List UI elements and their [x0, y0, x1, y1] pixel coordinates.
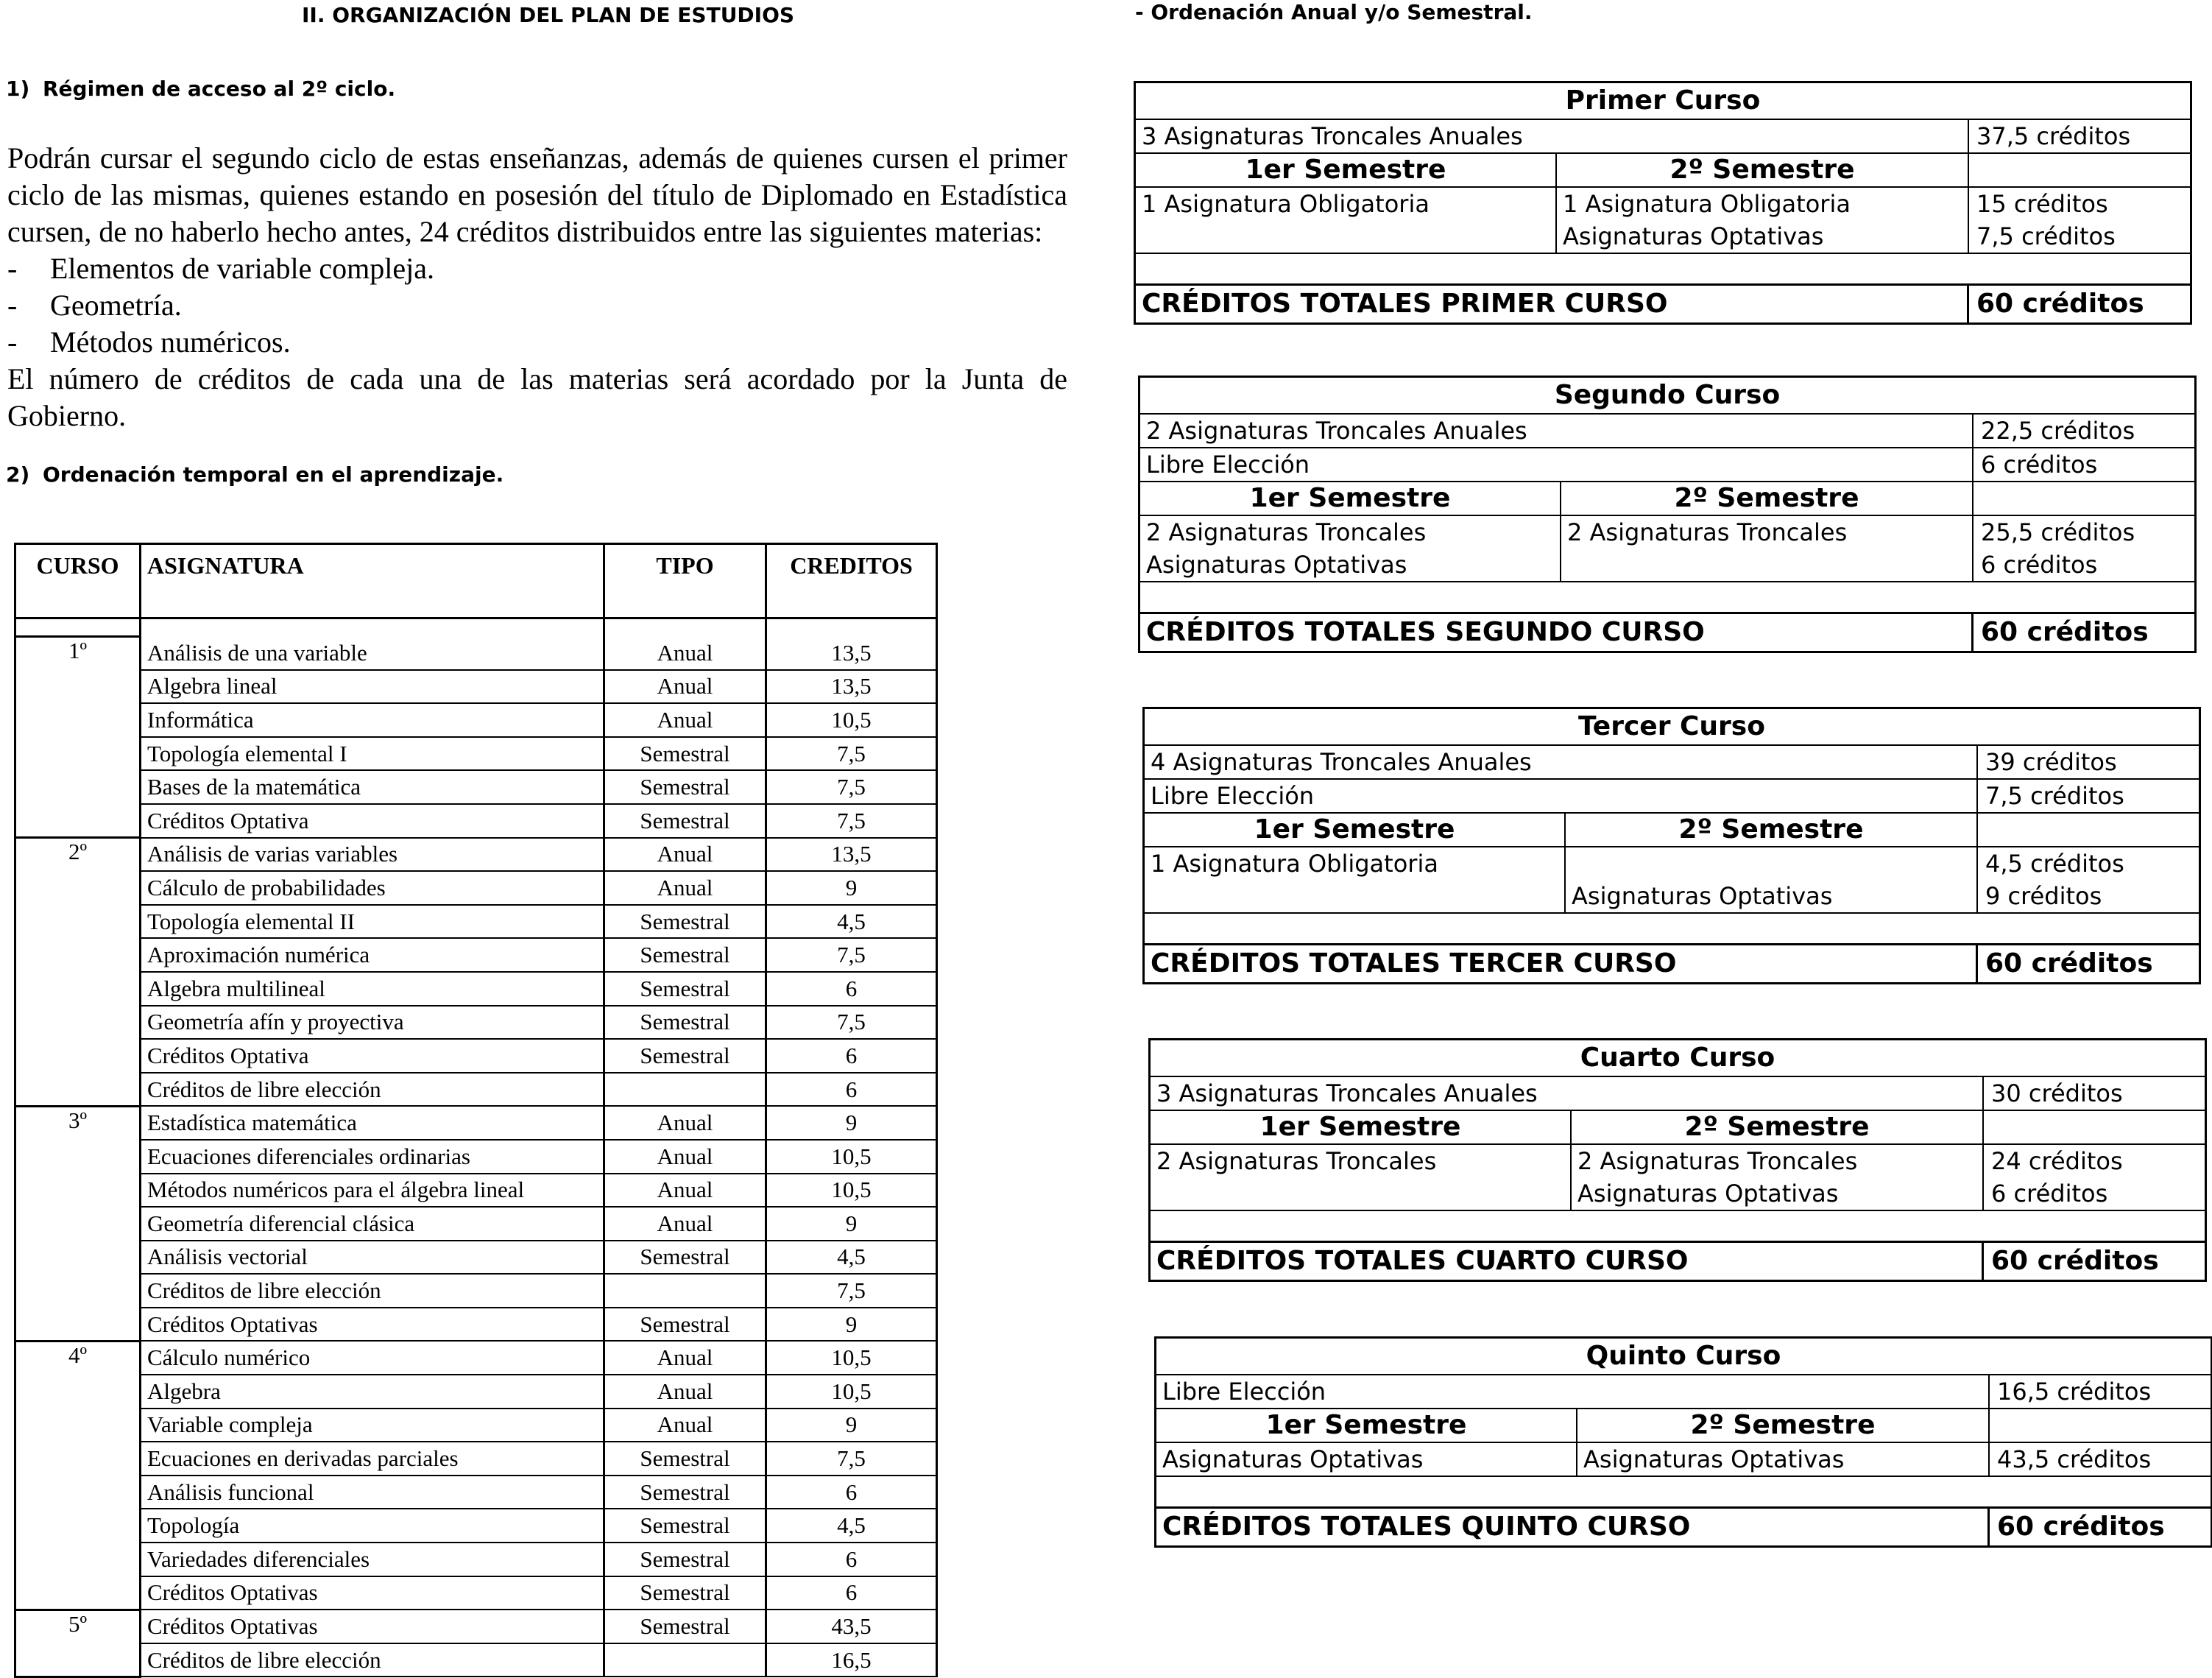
- cell-asignatura: Bases de la matemática: [141, 770, 604, 804]
- cell-asignatura: Créditos Optativa: [141, 1039, 604, 1073]
- cell-creditos: 13,5: [766, 670, 937, 704]
- annual-credits: 7,5 créditos: [1985, 782, 2124, 810]
- sem-credits: 24 créditos: [1991, 1147, 2123, 1175]
- sem1-item: [1156, 1177, 1564, 1210]
- sem2-item: Asignaturas Optativas: [1572, 882, 1833, 910]
- cell-curso: 5º: [15, 1610, 141, 1643]
- plan-table: [14, 543, 938, 1678]
- annual-credits: 37,5 créditos: [1976, 122, 2131, 150]
- cell-tipo: [604, 1073, 766, 1107]
- cell-curso: [15, 703, 141, 737]
- cell-tipo: Semestral: [604, 1543, 766, 1576]
- cell-creditos: 10,5: [766, 1375, 937, 1409]
- col-header-tipo: TIPO: [604, 544, 766, 618]
- total-credits: 60 créditos: [1976, 289, 2144, 319]
- table-row: [15, 1241, 937, 1275]
- table-row: [15, 1006, 937, 1040]
- course-title-row: [1136, 83, 2190, 119]
- annual-label: 3 Asignaturas Troncales Anuales: [1136, 120, 1969, 152]
- annual-row: [1145, 778, 2199, 812]
- cell-curso: [15, 972, 141, 1006]
- cell-asignatura: Ecuaciones diferenciales ordinarias: [141, 1140, 604, 1174]
- table-row: [15, 905, 937, 939]
- cell-creditos: 7,5: [766, 737, 937, 771]
- cell-curso: [15, 770, 141, 804]
- cell-tipo: Anual: [604, 1140, 766, 1174]
- total-label: CRÉDITOS TOTALES CUARTO CURSO: [1151, 1243, 1984, 1280]
- sem2-item: 1 Asignatura Obligatoria: [1563, 190, 1851, 218]
- table-row: [15, 938, 937, 972]
- course-title: Segundo Curso: [1554, 380, 1781, 410]
- blank-row: [1136, 253, 2190, 283]
- annual-row: [1151, 1076, 2205, 1110]
- cell-tipo: Semestral: [604, 804, 766, 838]
- table-row: [15, 1207, 937, 1241]
- cell-asignatura: Algebra multilineal: [141, 972, 604, 1006]
- sem2-item: 2 Asignaturas Troncales: [1567, 518, 1848, 546]
- total-label: CRÉDITOS TOTALES TERCER CURSO: [1145, 945, 1978, 982]
- table-row: [15, 1543, 937, 1576]
- table-row: [15, 1140, 937, 1174]
- semester-header-row: [1140, 481, 2194, 515]
- table-row: [15, 1576, 937, 1610]
- cell-creditos: 7,5: [766, 1442, 937, 1476]
- sem1-header: 1er Semestre: [1136, 154, 1557, 186]
- sem2-item: Asignaturas Optativas: [1583, 1445, 1845, 1473]
- cell-creditos: 7,5: [766, 804, 937, 838]
- total-credits: 60 créditos: [1985, 948, 2153, 979]
- cell-tipo: [604, 1274, 766, 1308]
- annual-credits: 6 créditos: [1981, 451, 2098, 479]
- sem2-item: 2 Asignaturas Troncales: [1577, 1147, 1858, 1175]
- cell-curso: [15, 1274, 141, 1308]
- blank-row: [1140, 581, 2194, 612]
- col-header-creditos: CREDITOS: [766, 544, 937, 618]
- annual-row: [1145, 744, 2199, 778]
- blank-row: [1151, 1210, 2205, 1241]
- cell-creditos: 9: [766, 871, 937, 905]
- cell-asignatura: Análisis de varias variables: [141, 838, 604, 872]
- cell-asignatura: Créditos Optativa: [141, 804, 604, 838]
- course-box: [1142, 707, 2201, 984]
- cell-asignatura: Análisis vectorial: [141, 1241, 604, 1275]
- cell-asignatura: Cálculo numérico: [141, 1341, 604, 1375]
- cell-tipo: Semestral: [604, 770, 766, 804]
- materias-list: [7, 250, 1067, 361]
- annual-credits: 30 créditos: [1991, 1079, 2123, 1107]
- cell-asignatura: Créditos Optativas: [141, 1308, 604, 1342]
- section-1-title: Régimen de acceso al 2º ciclo.: [43, 77, 396, 101]
- cell-creditos: 7,5: [766, 938, 937, 972]
- cell-curso: [15, 1543, 141, 1576]
- sem1-header: 1er Semestre: [1151, 1111, 1572, 1143]
- table-row: [15, 1476, 937, 1509]
- course-box: [1154, 1336, 2212, 1548]
- cell-asignatura: Créditos de libre elección: [141, 1274, 604, 1308]
- table-row: [15, 1073, 937, 1107]
- total-row: [1140, 612, 2194, 651]
- annual-credits: 39 créditos: [1985, 748, 2117, 776]
- cell-curso: [15, 1174, 141, 1208]
- cell-tipo: Anual: [604, 670, 766, 704]
- sem-credits: 4,5 créditos: [1985, 850, 2124, 878]
- cell-creditos: 9: [766, 1308, 937, 1342]
- cell-asignatura: Aproximación numérica: [141, 938, 604, 972]
- cell-creditos: 6: [766, 1476, 937, 1509]
- cell-asignatura: Análisis de una variable: [141, 637, 604, 670]
- sem2-item: Asignaturas Optativas: [1577, 1180, 1839, 1208]
- cell-curso: 2º: [15, 838, 141, 872]
- table-row: [15, 670, 937, 704]
- cell-tipo: Semestral: [604, 737, 766, 771]
- cell-asignatura: Créditos Optativas: [141, 1576, 604, 1610]
- cell-tipo: Semestral: [604, 1476, 766, 1509]
- cell-creditos: 6: [766, 1073, 937, 1107]
- cell-curso: [15, 737, 141, 771]
- list-item: - Geometría.: [7, 289, 182, 322]
- cell-curso: [15, 1476, 141, 1509]
- course-title: Cuarto Curso: [1580, 1043, 1775, 1073]
- cell-asignatura: Cálculo de probabilidades: [141, 871, 604, 905]
- semester-header-row: [1151, 1110, 2205, 1143]
- cell-creditos: 4,5: [766, 905, 937, 939]
- list-item: - Métodos numéricos.: [7, 325, 291, 359]
- cell-creditos: 7,5: [766, 770, 937, 804]
- cell-tipo: Semestral: [604, 972, 766, 1006]
- total-row: [1136, 283, 2190, 322]
- sem1-item: [1142, 220, 1550, 253]
- sem-credits: 7,5 créditos: [1976, 222, 2116, 250]
- table-row: [15, 1341, 937, 1375]
- cell-asignatura: Métodos numéricos para el álgebra lineal: [141, 1174, 604, 1208]
- ordenacion-heading: - Ordenación Anual y/o Semestral.: [1135, 0, 1533, 24]
- cell-curso: [15, 1576, 141, 1610]
- cell-asignatura: Geometría diferencial clásica: [141, 1207, 604, 1241]
- annual-label: 4 Asignaturas Troncales Anuales: [1145, 746, 1978, 778]
- sem1-header: 1er Semestre: [1140, 482, 1561, 515]
- sem1-item: Asignaturas Optativas: [1146, 551, 1407, 579]
- cell-curso: [15, 1308, 141, 1342]
- course-box: [1134, 81, 2192, 325]
- cell-creditos: 4,5: [766, 1509, 937, 1543]
- course-title: Tercer Curso: [1578, 711, 1765, 741]
- course-title-row: [1156, 1339, 2211, 1374]
- cell-creditos: 43,5: [766, 1610, 937, 1643]
- table-row: [15, 637, 937, 670]
- annual-credits: 16,5 créditos: [1997, 1378, 2152, 1406]
- cell-tipo: Semestral: [604, 1006, 766, 1040]
- table-row: [15, 1375, 937, 1409]
- cell-tipo: Semestral: [604, 1241, 766, 1275]
- cell-tipo: Anual: [604, 1375, 766, 1409]
- annual-row: [1140, 447, 2194, 481]
- course-box: [1148, 1038, 2207, 1282]
- sem2-item: Asignaturas Optativas: [1563, 222, 1824, 250]
- total-label: CRÉDITOS TOTALES SEGUNDO CURSO: [1140, 614, 1974, 651]
- cell-creditos: 13,5: [766, 838, 937, 872]
- sem-credits: 6 créditos: [1981, 551, 2098, 579]
- intro-closing: El número de créditos de cada una de las materias será acordado por la Junta de Gobierno.: [7, 362, 1067, 432]
- cell-curso: [15, 670, 141, 704]
- sem1-item: 2 Asignaturas Troncales: [1156, 1147, 1437, 1175]
- cell-curso: 1º: [15, 637, 141, 670]
- cell-tipo: Semestral: [604, 1039, 766, 1073]
- total-row: [1156, 1506, 2211, 1545]
- section-1-number: 1): [6, 77, 30, 101]
- list-item: - Elementos de variable compleja.: [7, 252, 435, 285]
- sem1-item: 1 Asignatura Obligatoria: [1151, 850, 1438, 878]
- semester-body: [1151, 1143, 2205, 1210]
- col-header-asignatura: ASIGNATURA: [141, 544, 604, 618]
- section-2-heading: [6, 462, 503, 487]
- section-1-heading: [6, 77, 395, 101]
- intro-paragraph: Podrán cursar el segundo ciclo de estas enseñanzas, además de quienes cursen el primer ciclo de las mismas, quienes estando en posesión del título de Diplomado en Estadística cursen, de no haberlo hecho antes, 24 créditos distribuidos entre las siguientes materias:: [7, 141, 1067, 248]
- cell-asignatura: Variable compleja: [141, 1409, 604, 1442]
- cell-tipo: Semestral: [604, 1576, 766, 1610]
- sem-credits: 9 créditos: [1985, 882, 2102, 910]
- annual-label: 3 Asignaturas Troncales Anuales: [1151, 1077, 1984, 1110]
- cell-creditos: 10,5: [766, 1140, 937, 1174]
- table-row: [15, 1509, 937, 1543]
- cell-tipo: Anual: [604, 838, 766, 872]
- cell-curso: [15, 1207, 141, 1241]
- cell-tipo: Anual: [604, 871, 766, 905]
- semester-header-row: [1136, 152, 2190, 186]
- cell-curso: [15, 1442, 141, 1476]
- cell-creditos: 9: [766, 1207, 937, 1241]
- table-spacer-row: [15, 618, 937, 637]
- cell-creditos: 10,5: [766, 703, 937, 737]
- total-credits: 60 créditos: [1991, 1246, 2159, 1276]
- cell-curso: [15, 1006, 141, 1040]
- sem2-item: [1567, 549, 1966, 581]
- total-credits: 60 créditos: [1981, 617, 2149, 647]
- cell-tipo: Semestral: [604, 1610, 766, 1643]
- cell-tipo: Semestral: [604, 938, 766, 972]
- cell-tipo: Semestral: [604, 1308, 766, 1342]
- sem1-header: 1er Semestre: [1156, 1409, 1577, 1442]
- table-row: [15, 1409, 937, 1442]
- cell-curso: [15, 1073, 141, 1107]
- table-row: [15, 737, 937, 771]
- section-2-number: 2): [6, 462, 30, 487]
- cell-tipo: Semestral: [604, 1442, 766, 1476]
- cell-curso: [15, 1509, 141, 1543]
- page-title: II. ORGANIZACIÓN DEL PLAN DE ESTUDIOS: [302, 3, 795, 27]
- sem1-item: [1151, 880, 1558, 912]
- cell-tipo: Anual: [604, 637, 766, 670]
- cell-curso: [15, 1140, 141, 1174]
- total-label: CRÉDITOS TOTALES PRIMER CURSO: [1136, 286, 1969, 322]
- sem1-header: 1er Semestre: [1145, 814, 1566, 846]
- cell-asignatura: Ecuaciones en derivadas parciales: [141, 1442, 604, 1476]
- annual-label: Libre Elección: [1140, 448, 1974, 481]
- cell-creditos: 7,5: [766, 1006, 937, 1040]
- table-row: [15, 1274, 937, 1308]
- annual-credits: 22,5 créditos: [1981, 417, 2135, 445]
- cell-asignatura: Topología elemental II: [141, 905, 604, 939]
- course-title-row: [1140, 378, 2194, 413]
- total-label: CRÉDITOS TOTALES QUINTO CURSO: [1156, 1509, 1990, 1545]
- table-row: [15, 804, 937, 838]
- semester-body: [1136, 186, 2190, 253]
- table-row: [15, 972, 937, 1006]
- blank-row: [1145, 912, 2199, 943]
- table-row: [15, 1610, 937, 1643]
- cell-tipo: Anual: [604, 703, 766, 737]
- cell-asignatura: Estadística matemática: [141, 1106, 604, 1140]
- sem2-header: 2º Semestre: [1572, 1111, 1984, 1143]
- sem-credits: 6 créditos: [1991, 1180, 2108, 1208]
- cell-asignatura: Variedades diferenciales: [141, 1543, 604, 1576]
- cell-asignatura: Algebra: [141, 1375, 604, 1409]
- cell-creditos: 10,5: [766, 1174, 937, 1208]
- cell-tipo: Semestral: [604, 1509, 766, 1543]
- semester-body: [1156, 1442, 2211, 1476]
- cell-curso: [15, 938, 141, 972]
- blank-row: [1156, 1476, 2211, 1506]
- sem-credits: 43,5 créditos: [1997, 1445, 2152, 1473]
- semester-body: [1145, 846, 2199, 912]
- cell-curso: [15, 1643, 141, 1677]
- cell-creditos: 10,5: [766, 1341, 937, 1375]
- semester-header-row: [1156, 1408, 2211, 1442]
- annual-label: Libre Elección: [1145, 780, 1978, 812]
- annual-row: [1156, 1374, 2211, 1408]
- col-header-curso: CURSO: [15, 544, 141, 618]
- table-row: [15, 1039, 937, 1073]
- cell-curso: [15, 1241, 141, 1275]
- course-box: [1138, 376, 2197, 653]
- table-row: [15, 871, 937, 905]
- cell-curso: [15, 804, 141, 838]
- sem1-item: 2 Asignaturas Troncales: [1146, 518, 1427, 546]
- annual-label: 2 Asignaturas Troncales Anuales: [1140, 415, 1974, 447]
- semester-body: [1140, 515, 2194, 581]
- sem2-header: 2º Semestre: [1557, 154, 1969, 186]
- table-row: [15, 1308, 937, 1342]
- cell-creditos: 9: [766, 1106, 937, 1140]
- section-2-title: Ordenación temporal en el aprendizaje.: [43, 462, 504, 487]
- cell-creditos: 7,5: [766, 1274, 937, 1308]
- cell-tipo: Anual: [604, 1174, 766, 1208]
- table-row: [15, 770, 937, 804]
- cell-creditos: 4,5: [766, 1241, 937, 1275]
- course-title-row: [1145, 709, 2199, 744]
- cell-curso: [15, 1039, 141, 1073]
- cell-tipo: Semestral: [604, 905, 766, 939]
- cell-asignatura: Algebra lineal: [141, 670, 604, 704]
- cell-tipo: Anual: [604, 1106, 766, 1140]
- sem-credits: 15 créditos: [1976, 190, 2108, 218]
- cell-tipo: Anual: [604, 1341, 766, 1375]
- cell-asignatura: Informática: [141, 703, 604, 737]
- cell-curso: [15, 871, 141, 905]
- cell-creditos: 6: [766, 1576, 937, 1610]
- cell-asignatura: Geometría afín y proyectiva: [141, 1006, 604, 1040]
- annual-row: [1140, 413, 2194, 447]
- total-row: [1151, 1241, 2205, 1280]
- cell-curso: 3º: [15, 1106, 141, 1140]
- table-header-row: [15, 544, 937, 618]
- table-row: [15, 838, 937, 872]
- cell-tipo: Anual: [604, 1207, 766, 1241]
- cell-creditos: 13,5: [766, 637, 937, 670]
- table-row: [15, 1442, 937, 1476]
- sem2-header: 2º Semestre: [1577, 1409, 1990, 1442]
- cell-asignatura: Topología: [141, 1509, 604, 1543]
- table-row: [15, 703, 937, 737]
- cell-curso: [15, 905, 141, 939]
- annual-row: [1136, 119, 2190, 152]
- cell-asignatura: Créditos de libre elección: [141, 1073, 604, 1107]
- cell-asignatura: Créditos de libre elección: [141, 1643, 604, 1677]
- sem1-item: 1 Asignatura Obligatoria: [1142, 190, 1430, 218]
- cell-curso: 4º: [15, 1341, 141, 1375]
- table-row: [15, 1174, 937, 1208]
- total-credits: 60 créditos: [1997, 1512, 2165, 1542]
- sem2-header: 2º Semestre: [1566, 814, 1978, 846]
- sem2-header: 2º Semestre: [1561, 482, 1974, 515]
- sem2-item: [1572, 847, 1971, 880]
- sem1-item: Asignaturas Optativas: [1162, 1445, 1424, 1473]
- cell-asignatura: Análisis funcional: [141, 1476, 604, 1509]
- cell-creditos: 6: [766, 972, 937, 1006]
- course-title-row: [1151, 1040, 2205, 1076]
- cell-tipo: Anual: [604, 1409, 766, 1442]
- cell-creditos: 9: [766, 1409, 937, 1442]
- cell-creditos: 6: [766, 1039, 937, 1073]
- cell-creditos: 16,5: [766, 1643, 937, 1677]
- cell-asignatura: Créditos Optativas: [141, 1610, 604, 1643]
- cell-tipo: [604, 1643, 766, 1677]
- annual-label: Libre Elección: [1156, 1375, 1990, 1408]
- table-row: [15, 1643, 937, 1677]
- cell-curso: [15, 1409, 141, 1442]
- total-row: [1145, 943, 2199, 982]
- cell-asignatura: Topología elemental I: [141, 737, 604, 771]
- table-row: [15, 1106, 937, 1140]
- cell-creditos: 6: [766, 1543, 937, 1576]
- intro-text: [7, 140, 1067, 434]
- course-title: Primer Curso: [1565, 85, 1761, 116]
- sem-credits: 25,5 créditos: [1981, 518, 2135, 546]
- semester-header-row: [1145, 812, 2199, 846]
- cell-curso: [15, 1375, 141, 1409]
- course-title: Quinto Curso: [1586, 1341, 1781, 1371]
